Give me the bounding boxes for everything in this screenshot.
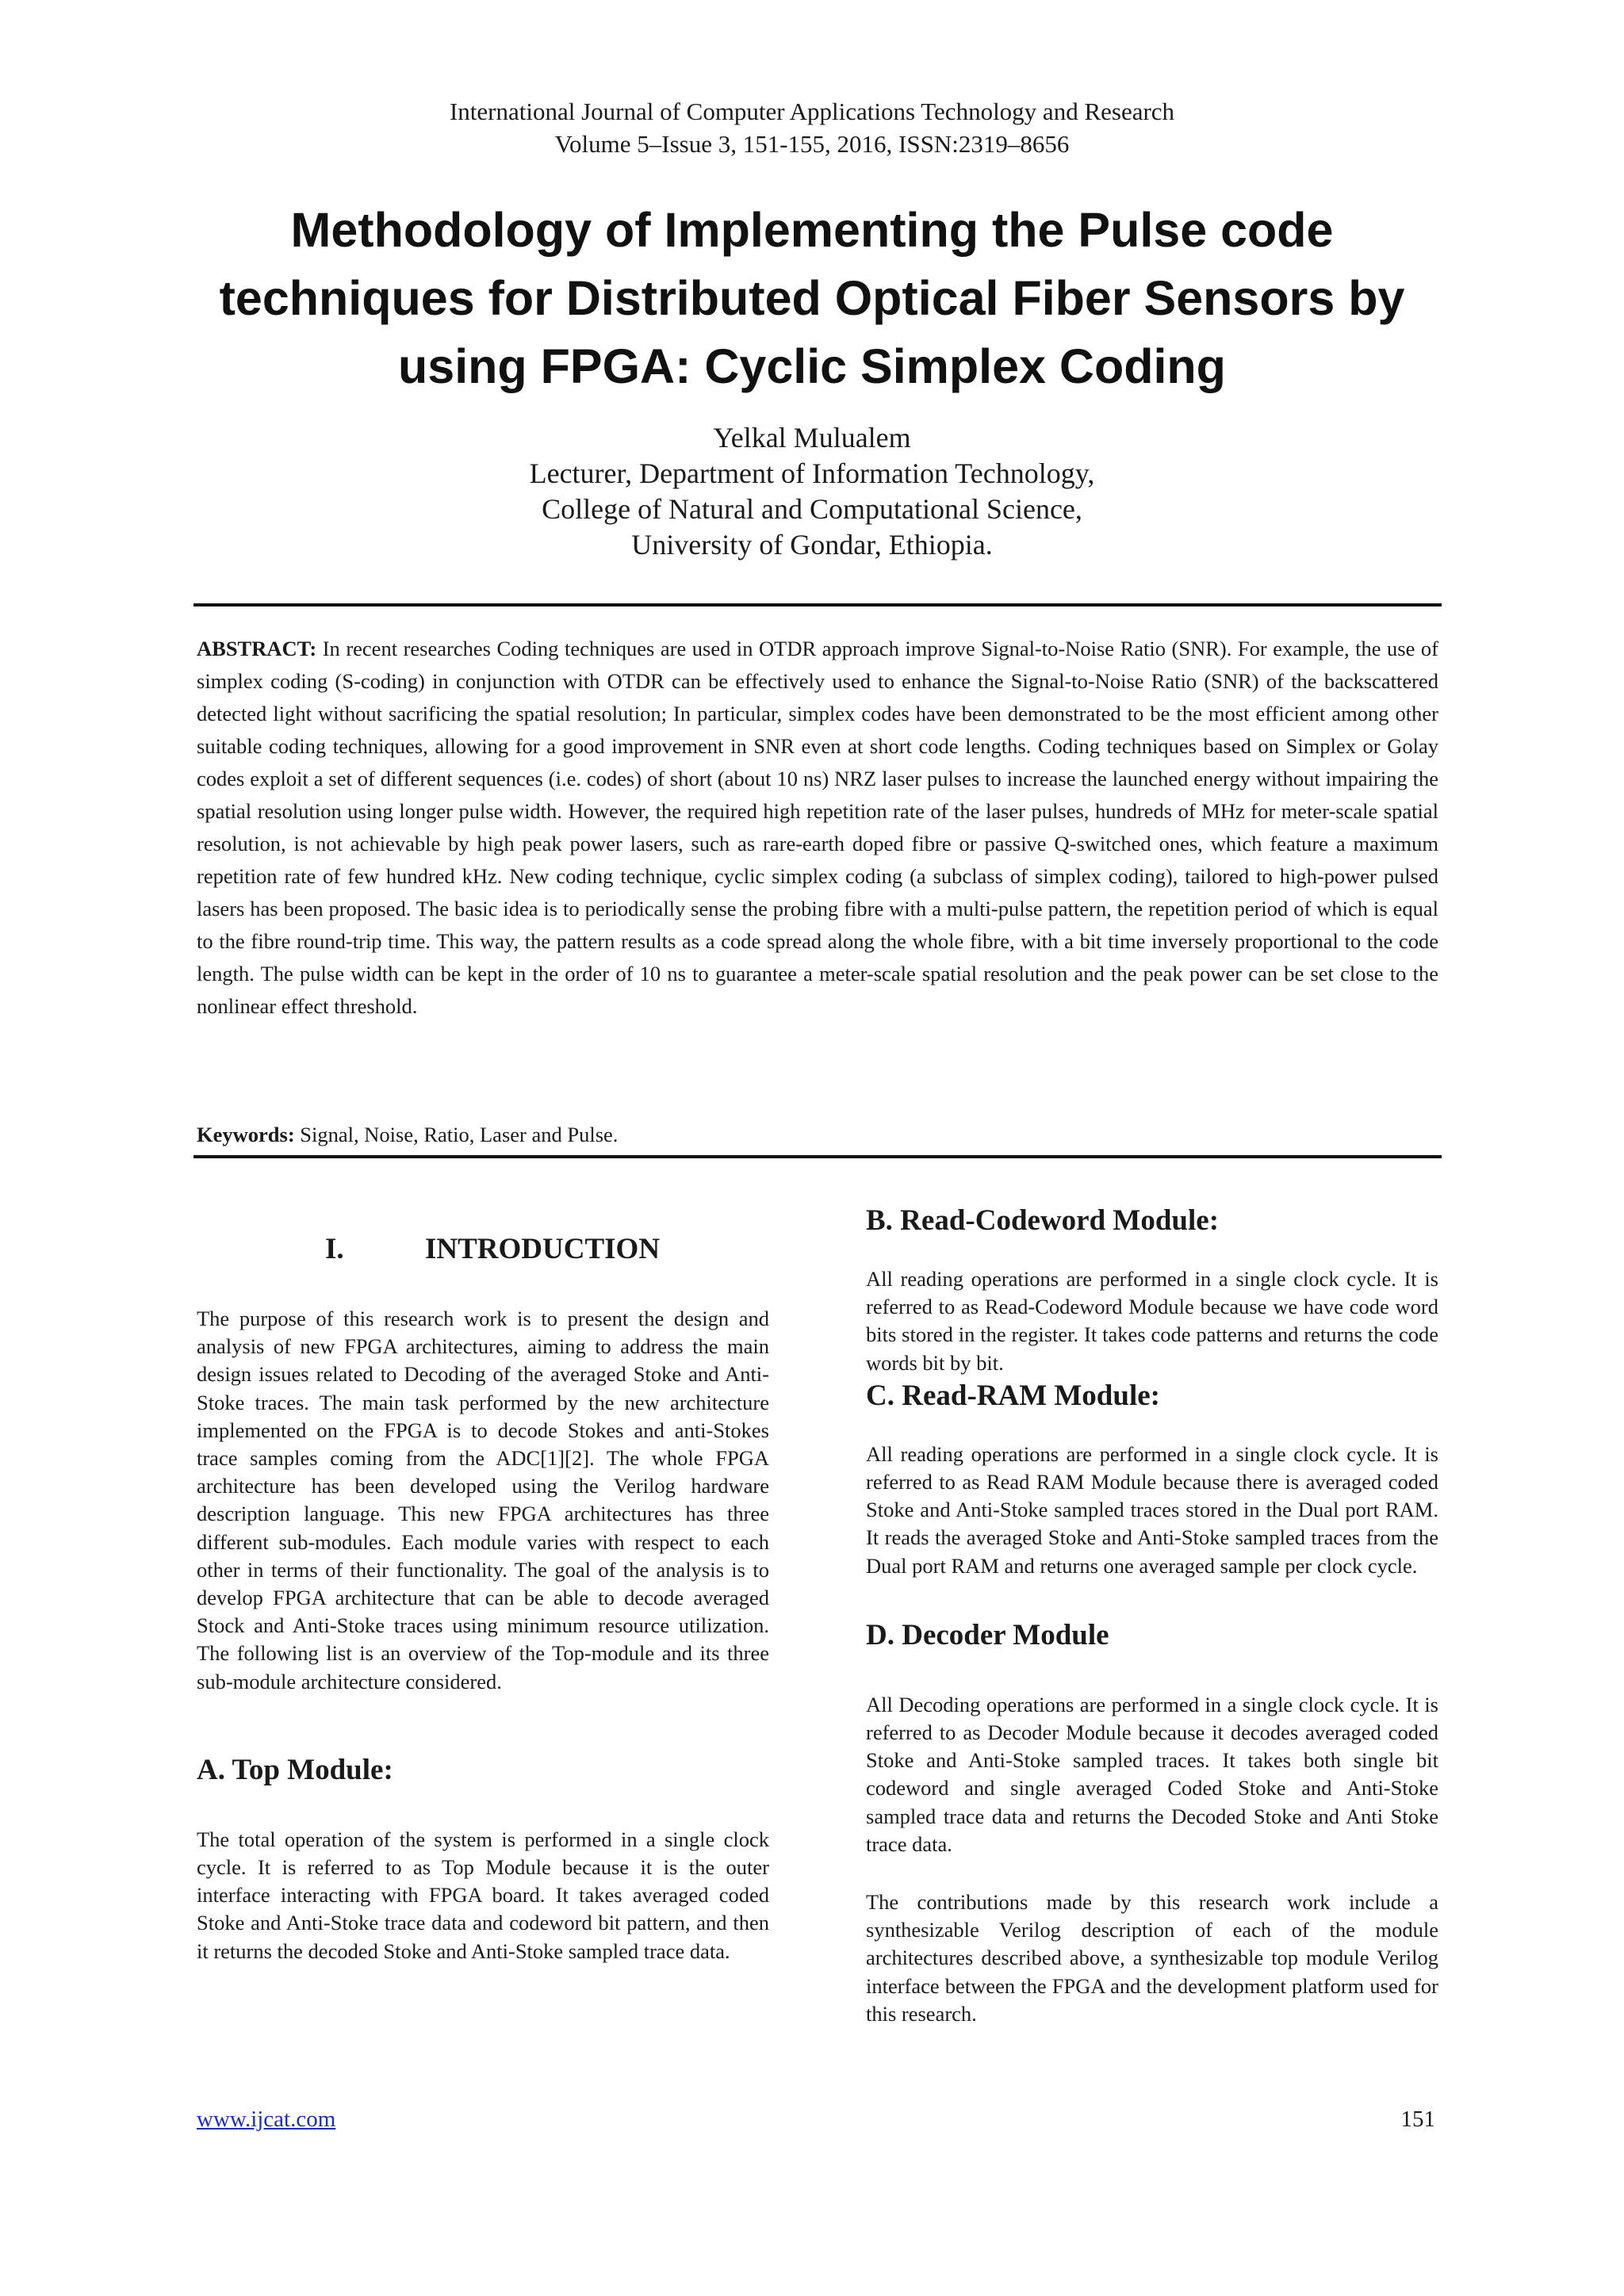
title-line-3: using FPGA: Cyclic Simplex Coding — [398, 339, 1226, 393]
read-ram-heading: C. Read-RAM Module: — [866, 1379, 1160, 1412]
top-module-heading: A. Top Module: — [197, 1753, 393, 1786]
abstract — [197, 633, 1438, 1023]
journal-name: International Journal of Computer Applications Technology and Research — [449, 98, 1175, 125]
keywords-label: Keywords: — [197, 1123, 295, 1146]
author-affiliation-2: College of Natural and Computational Science, — [542, 493, 1082, 525]
read-codeword-text: All reading operations are performed in a single clock cycle. It is referred to as Read-Codeword Module because we have code word bits stored in the register. It takes code patterns and returns the code words bit by bit. — [866, 1267, 1438, 1375]
contributions-text: The contributions made by this research work include a synthesizable Verilog description of each of the module architectures described above, a synthesizable top module Verilog interface between the FPGA and the development platform used for this research. — [866, 1890, 1438, 2026]
author-block — [0, 420, 1624, 563]
introduction-title: INTRODUCTION — [425, 1233, 661, 1265]
abstract-top-rule — [193, 603, 1442, 607]
right-column — [866, 1181, 1438, 2101]
introduction-text: The purpose of this research work is to present the design and analysis of new FPGA architectures, aiming to address the main design issues related to Decoding of the averaged Stoke and Anti-Stoke traces. The main task performed by the new architecture implemented on the FPGA is to decode Stokes and anti-Stokes trace samples coming from the ADC[1][2]. The whole FPGA architecture has been developed using the Verilog hardware description language. This new FPGA architectures has three different sub-modules. Each module varies with respect to each other in terms of their functionality. The goal of the analysis is to develop FPGA architecture that can be able to decode averaged Stock and Anti-Stoke traces using minimum resource utilization. The following list is an overview of the Top-module and its three sub-module architecture considered. — [197, 1307, 769, 1693]
journal-website-link[interactable]: www.ijcat.com — [197, 2107, 336, 2132]
keywords-bottom-rule — [193, 1155, 1442, 1158]
keywords-text: Signal, Noise, Ratio, Laser and Pulse. — [300, 1123, 619, 1146]
introduction-heading — [197, 1230, 769, 1269]
abstract-label: ABSTRACT: — [197, 637, 317, 660]
decoder-heading: D. Decoder Module — [866, 1618, 1109, 1651]
introduction-number: I. — [325, 1233, 344, 1265]
read-ram-text: All reading operations are performed in a single clock cycle. It is referred to as Read RAM Module because there is averaged coded Stoke and Anti-Stoke sampled traces stored in the Dual port RAM. It reads the averaged Stoke and Anti-Stoke sampled traces from the Dual port RAM and returns one averaged sample per clock cycle. — [866, 1441, 1438, 1578]
author-affiliation-1: Lecturer, Department of Information Technology, — [529, 457, 1095, 489]
keywords — [197, 1121, 1438, 1148]
paper-title — [159, 196, 1465, 400]
author-affiliation-3: University of Gondar, Ethiopia. — [631, 529, 993, 561]
journal-header — [0, 95, 1624, 160]
top-module-text: The total operation of the system is performed in a single clock cycle. It is referred to as Top Module because it is the outer interface interacting with FPGA board. It takes averaged coded Stoke and Anti-Stoke trace data and codeword bit pattern, and then it returns the decoded Stoke and Anti-Stoke sampled trace data. — [197, 1827, 769, 1963]
read-codeword-heading: B. Read-Codeword Module: — [866, 1204, 1220, 1237]
decoder-text: All Decoding operations are performed in a single clock cycle. It is referred to as Decoder Module because it decodes averaged coded Stoke and Anti-Stoke sampled traces. It takes both single bit codeword and single averaged Coded Stoke and Anti-Stoke sampled trace data and returns the Decoded Stoke and Anti Stoke trace data. — [866, 1692, 1438, 1856]
page-number: 151 — [1400, 2107, 1435, 2132]
left-column — [197, 1181, 769, 2101]
author-name: Yelkal Mulualem — [713, 422, 911, 453]
title-line-2: techniques for Distributed Optical Fiber Sensors by — [219, 271, 1405, 325]
journal-volume: Volume 5–Issue 3, 151-155, 2016, ISSN:2319–8656 — [554, 130, 1070, 158]
abstract-text: In recent researches Coding techniques are used in OTDR approach improve Signal-to-Noise Ratio (SNR). For example, the use of simplex coding (S-coding) in conjunction with OTDR can be effectively used to enhance the Signal-to-Noise Ratio (SNR) of the backscattered detected light without sacrificing the spatial resolution; In particular, simplex codes have been demonstrated to be the most efficient among other suitable coding techniques, allowing for a good improvement in SNR even at short code lengths. Coding techniques based on Simplex or Golay codes exploit a set of different sequences (i.e. codes) of short (about 10 ns) NRZ laser pulses to increase the launched energy without impairing the spatial resolution using longer pulse width. However, the required high repetition rate of the laser pulses, hundreds of MHz for meter-scale spatial resolution, is not achievable by high peak power lasers, such as rare-earth doped fibre or passive Q-switched ones, which feature a maximum repetition rate of few hundred kHz. New coding technique, cyclic simplex coding (a subclass of simplex coding), tailored to high-power pulsed lasers has been proposed. The basic idea is to periodically sense the probing fibre with a multi-pulse pattern, the repetition period of which is equal to the fibre round-trip time. This way, the pattern results as a code spread along the whole fibre, with a bit time inversely proportional to the code length. The pulse width can be kept in the order of 10 ns to guarantee a meter-scale spatial resolution and the peak power can be set close to the nonlinear effect threshold. — [197, 637, 1438, 1018]
title-line-1: Methodology of Implementing the Pulse code — [290, 203, 1334, 257]
